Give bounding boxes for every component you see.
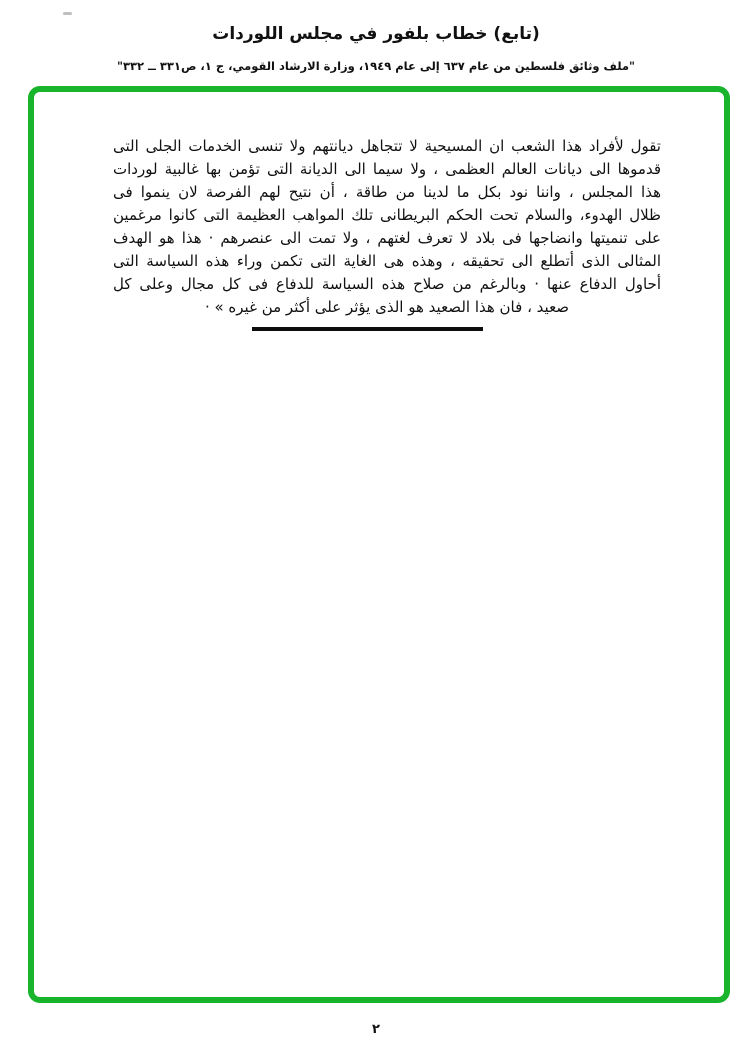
- text-line: تقول لأفراد هذا الشعب ان المسيحية لا تتجاهل ديانتهم ولا تنسى الخدمات الجلى التى: [113, 137, 661, 155]
- source-citation: "ملف وثائق فلسطين من عام ٦٣٧ إلى عام ١٩٤٩، وزارة الارشاد القومي، ج ١، ص٣٣١ ــ ٣٣٢": [116, 59, 636, 73]
- text-line: على تنميتها وانضاجها فى بلاد لا تعرف لغتهم ، ولا تمت الى عنصرهم · هذا هو الهدف: [113, 229, 661, 247]
- text-line: قدموها الى ديانات العالم العظمى ، ولا سيما الى الديانة التى تؤمن بها غالبية لوردات: [113, 160, 661, 178]
- end-separator-line: [252, 327, 483, 331]
- page-number: ٢: [372, 1022, 380, 1037]
- text-line: ظلال الهدوء، والسلام تحت الحكم البريطانى تلك المواهب العظيمة التى كانوا مرغمين: [113, 206, 661, 224]
- page-title: (تابع) خطاب بلفور في مجلس اللوردات: [212, 24, 540, 44]
- scan-artifact-speck: [63, 12, 72, 15]
- text-line: أحاول الدفاع عنها · وبالرغم من صلاح هذه السياسة للدفاع فى كل مجال وعلى كل: [113, 275, 661, 293]
- text-line: صعيد ، فان هذا الصعيد هو الذى يؤثر على أكثر من غيره » ·: [204, 298, 570, 316]
- document-frame: [28, 86, 730, 1003]
- speech-body-text: [113, 135, 661, 319]
- text-line: المثالى الذى أتطلع الى تحقيقه ، وهذه هى الغاية التى تكمن وراء هذه السياسة التى: [113, 252, 661, 270]
- text-line: هذا المجلس ، واننا نود بكل ما لدينا من طاقة ، أن نتيح لهم الفرصة لان ينموا فى: [113, 183, 661, 201]
